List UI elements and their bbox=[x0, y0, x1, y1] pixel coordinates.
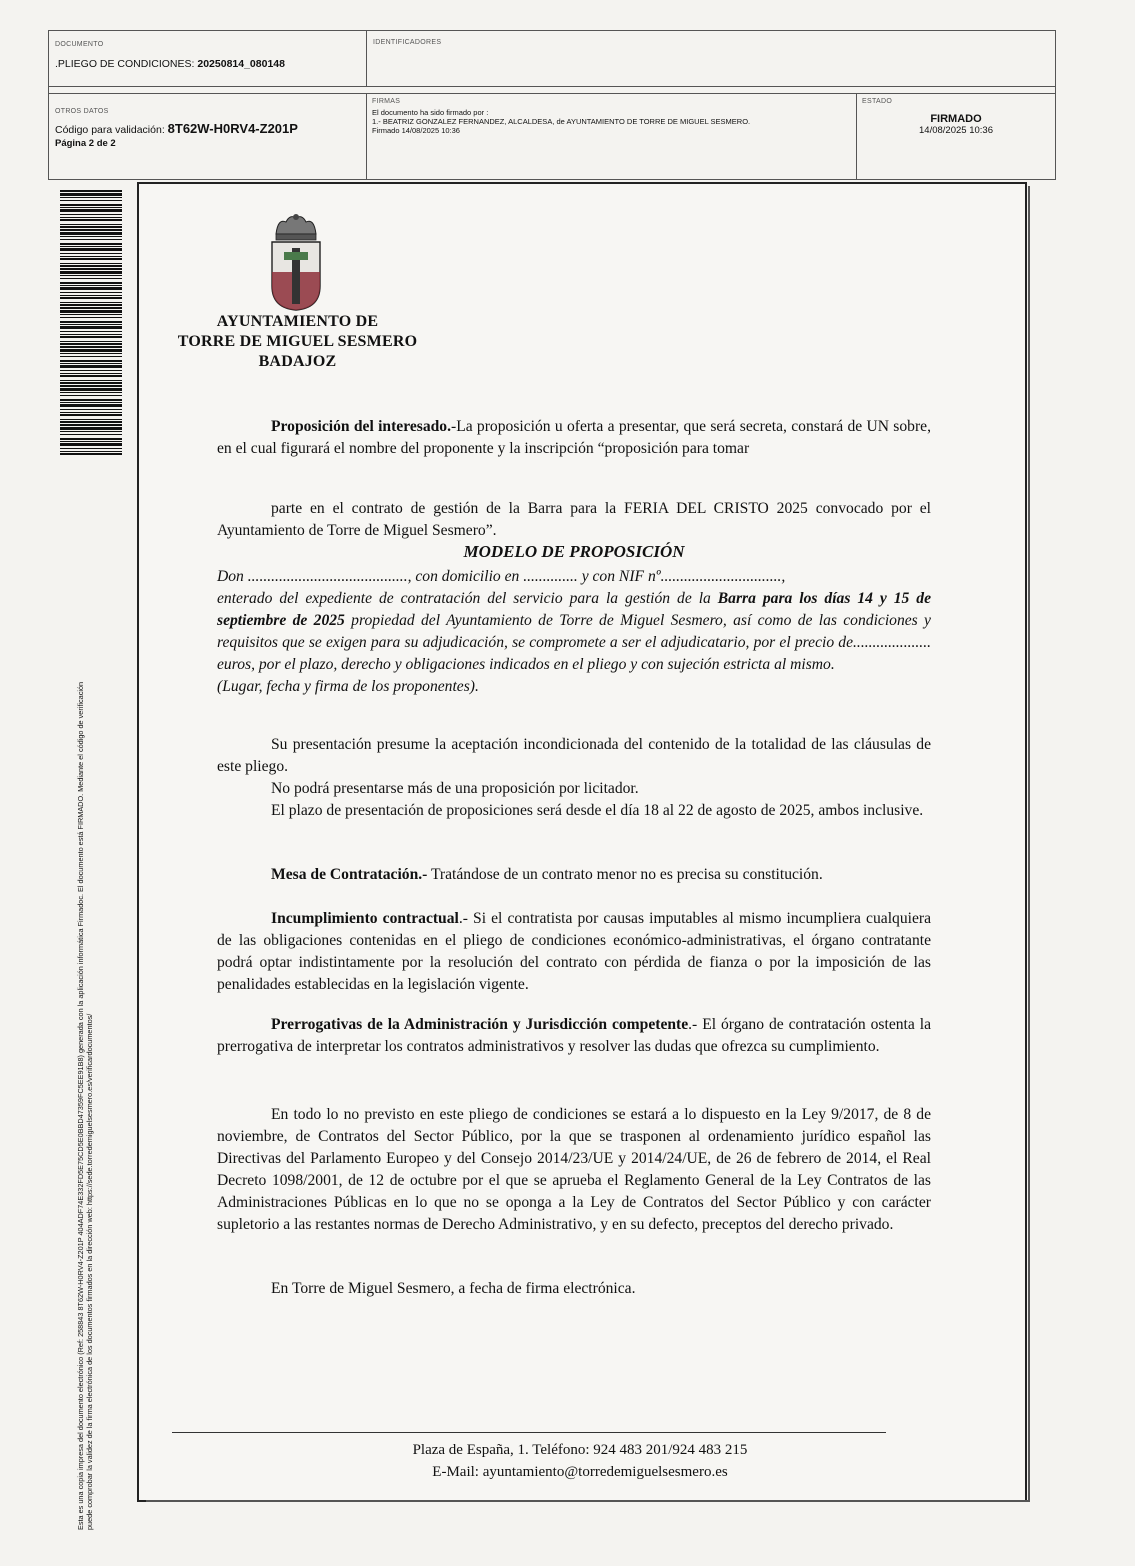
modelo-signature: (Lugar, fecha y firma de los proponentes). bbox=[217, 678, 479, 695]
validation-code: 8T62W-H0RV4-Z201P bbox=[167, 121, 298, 136]
presentacion-a: Su presentación presume la aceptación incondicionada del contenido de la totalidad de las cláusulas de este pliego. bbox=[217, 736, 931, 775]
proposicion-heading: Proposición del interesado. bbox=[271, 418, 451, 435]
otros-datos-cell bbox=[49, 93, 367, 179]
firmas-cell bbox=[367, 93, 857, 179]
contrato-text: parte en el contrato de gestión de la Barra para la FERIA DEL CRISTO 2025 convocado por el Ayuntamiento de Torre de Miguel Sesmero”. bbox=[217, 500, 931, 539]
page-indicator: Página 2 de 2 bbox=[55, 138, 116, 149]
prerrogativas-text: .- El órgano de contratación ostenta la prerrogativa de interpretar los contratos administrativos y resolver las dudas que ofrezca su cumplimiento. bbox=[217, 1016, 931, 1055]
documento-name: .PLIEGO DE CONDICIONES: bbox=[55, 58, 198, 70]
footer-address: Plaza de España, 1. Teléfono: 924 483 201/924 483 215 bbox=[412, 1442, 748, 1458]
footer-email: E-Mail: ayuntamiento@torredemiguelsesmero.es bbox=[432, 1464, 728, 1480]
signature-header-table bbox=[48, 30, 1056, 180]
proposicion-text: -La proposición u oferta a presentar, que será secreta, constará de UN sobre, en el cual figurará el nombre del proponente y la inscripción “proposición para tomar bbox=[217, 418, 931, 457]
incumplimiento-text: .- Si el contratista por causas imputables al mismo incumpliera cualquiera de las obligaciones contenidas en el pliego de condiciones económico-administrativas, el órgano contratante podrá optar indistintamente por la resolución del contrato con pérdida de fianza o por la imposición de las penalidades establecidas en la legislación vigente. bbox=[217, 910, 931, 993]
document-frame bbox=[137, 182, 1027, 1502]
modelo-part-a: enterado del expediente de contratación del servicio para la gestión de la bbox=[217, 590, 718, 607]
presentacion-c: El plazo de presentación de proposiciones será desde el día 18 al 22 de agosto de 2025, ambos inclusive. bbox=[271, 802, 924, 819]
firmas-line-1: El documento ha sido firmado por : bbox=[372, 108, 489, 117]
identificadores-caption: IDENTIFICADORES bbox=[373, 39, 442, 46]
org-line-2: TORRE DE MIGUEL SESMERO bbox=[177, 333, 418, 350]
ley-text: En todo lo no previsto en este pliego de condiciones se estará a lo dispuesto en la Ley 9/2017, de 8 de noviembre, de Contratos del Sector Público, por la que se trasponen al ordenamiento jurídico español las Directivas del Parlamento Europeo y del Consejo 2014/23/UE y 2014/24/UE, de 26 de febrero de 2014, el Real Decreto 1098/2001, de 12 de octubre por el que se aprueba el Reglamento General de la Ley Contratos de las Administraciones Públicas en lo que no se oponga a la Ley de Contratos del Sector Público y con carácter supletorio a las restantes normas de Derecho Administrativo, y en su defecto, preceptos del derecho privado. bbox=[217, 1106, 931, 1233]
modelo-part-b: propiedad del Ayuntamiento de Torre de Miguel Sesmero, así como de las condiciones y requisitos que se exigen para su adjudicación, se compromete a ser el adjudicatario, por el precio de.................... euros, por el plazo, derecho y obligaciones indicados en el pliego y con sujeción estricta al mismo. bbox=[217, 612, 931, 673]
documento-caption: DOCUMENTO bbox=[55, 41, 104, 48]
modelo-proposicion bbox=[217, 566, 931, 698]
mesa-text: Tratándose de un contrato menor no es precisa su constitución. bbox=[427, 866, 823, 883]
firmas-caption: FIRMAS bbox=[372, 98, 401, 105]
prerrogativas-heading: Prerrogativas de la Administración y Jurisdicción competente bbox=[271, 1016, 689, 1033]
municipality-name bbox=[170, 312, 425, 372]
side-text-line-2: puede comprobar la validez de la firma electrónica de los documentos firmados en la dirección web: https://sede.torredemiguelsesmero.es/verificardocumentos/ bbox=[85, 1013, 94, 1530]
modelo-line-1: Don ........................................., con domicilio en .............. y con NIF nº..............................., bbox=[217, 568, 786, 585]
footer-divider bbox=[172, 1432, 886, 1433]
paragraph-proposicion bbox=[217, 416, 931, 460]
firmas-line-3: Firmado 14/08/2025 10:36 bbox=[372, 126, 460, 135]
estado-caption: ESTADO bbox=[862, 98, 893, 105]
documento-cell bbox=[49, 31, 367, 87]
verification-side-text bbox=[76, 450, 94, 1530]
barcode-icon bbox=[60, 190, 122, 458]
identificadores-cell bbox=[367, 31, 1055, 87]
paragraph-contrato bbox=[217, 498, 931, 542]
mesa-heading: Mesa de Contratación.- bbox=[271, 866, 428, 883]
documento-code: 20250814_080148 bbox=[197, 58, 285, 70]
closing-text: En Torre de Miguel Sesmero, a fecha de firma electrónica. bbox=[271, 1280, 636, 1297]
firmas-line-2: 1.- BEATRIZ GONZALEZ FERNANDEZ, ALCALDESA, de AYUNTAMIENTO DE TORRE DE MIGUEL SESMERO. bbox=[372, 117, 751, 126]
paragraph-incumplimiento bbox=[217, 908, 931, 996]
paragraph-presentacion bbox=[217, 734, 931, 822]
estado-value: FIRMADO bbox=[930, 113, 982, 125]
incumplimiento-heading: Incumplimiento contractual bbox=[271, 910, 459, 927]
org-line-3: BADAJOZ bbox=[258, 353, 337, 370]
side-text-line-1: Esta es una copia impresa del documento electrónico (Ref: 258843 8T62W-H0RV4-Z201P 404ADF74E332FD5E75CD5E0BBD47359FC5EE91B8) generada con la aplicación informática Firmadoc. El documento está FIRMADO. Mediante el código de verificación bbox=[76, 681, 85, 1530]
otros-caption: OTROS DATOS bbox=[55, 108, 109, 115]
presentacion-b: No podrá presentarse más de una proposición por licitador. bbox=[271, 780, 639, 797]
estado-cell bbox=[857, 93, 1055, 179]
org-line-1: AYUNTAMIENTO DE bbox=[216, 313, 379, 330]
estado-date: 14/08/2025 10:36 bbox=[919, 125, 993, 136]
validation-label: Código para validación: bbox=[55, 124, 168, 136]
coat-of-arms-icon bbox=[268, 212, 324, 312]
paragraph-prerrogativas bbox=[217, 1014, 931, 1058]
paragraph-ley bbox=[217, 1104, 931, 1236]
paragraph-mesa bbox=[217, 864, 931, 886]
modelo-title: MODELO DE PROPOSICIÓN bbox=[463, 542, 685, 561]
modelo-bold-dates: Barra para los días 14 y 15 de septiembre de 2025 bbox=[217, 590, 931, 629]
